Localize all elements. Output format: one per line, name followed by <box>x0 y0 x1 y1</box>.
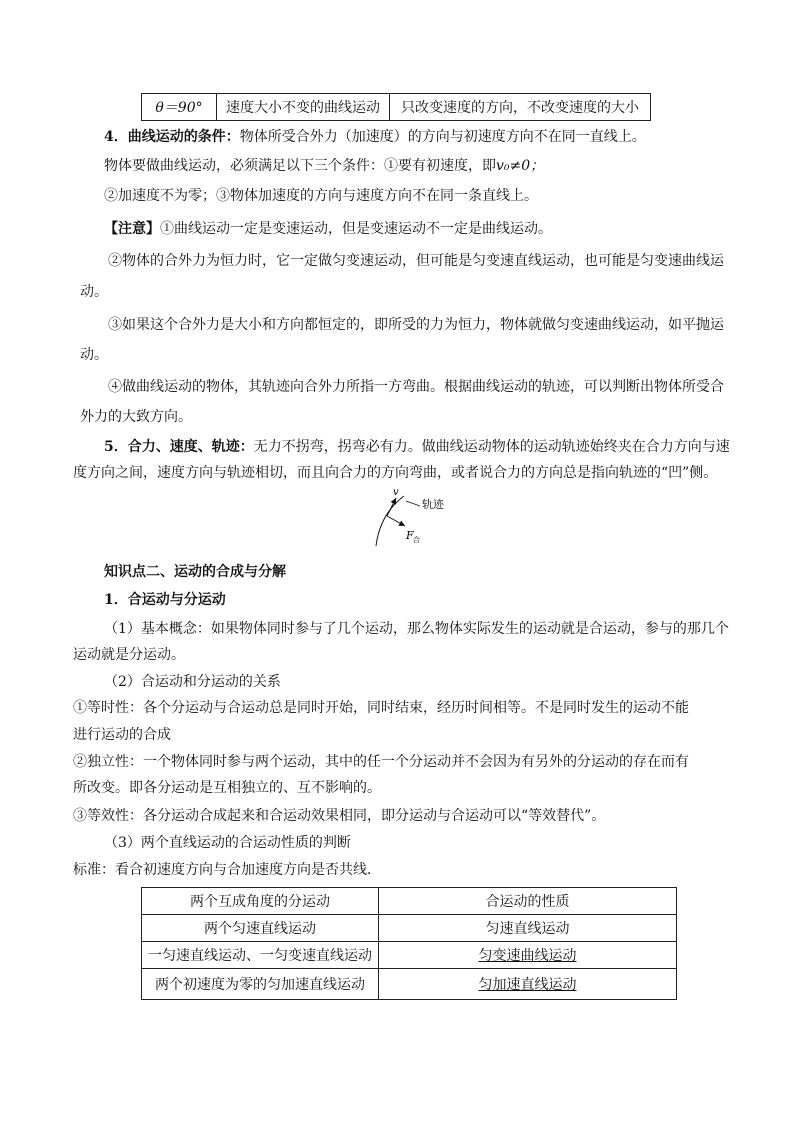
section5-line2: 度方向之间，速度方向与轨迹相切，而且向合力的方向弯曲，或者说合力的方向总是指向轨迹的“凹”侧。 <box>73 465 718 481</box>
kp2-p2: （2）合运动和分运动的关系 <box>104 674 281 690</box>
top-table <box>141 93 651 121</box>
note4-line-b: 外力的大致方向。 <box>80 409 192 425</box>
table-row <box>142 915 677 942</box>
kp2-title: 知识点二、运动的合成与分解 <box>104 564 286 580</box>
note4-line-a: ④做曲线运动的物体，其轨迹向合外力所指一方弯曲。根据曲线运动的轨迹，可以判断出物体所受合 <box>108 379 724 395</box>
trajectory-figure <box>360 484 460 550</box>
table-cell: 速度大小不变的曲线运动 <box>217 94 390 121</box>
note-line1 <box>104 219 552 239</box>
table-cell: 匀速直线运动 <box>379 915 677 942</box>
table-header-row <box>142 888 677 915</box>
table-cell: θ＝90° <box>142 94 217 121</box>
note3-line-b: 动。 <box>80 347 108 363</box>
section4-heading-line <box>104 127 646 147</box>
table-row <box>142 942 677 969</box>
table-cell: 两个匀速直线运动 <box>142 915 379 942</box>
kp2-p1b: 运动就是分运动。 <box>73 647 185 663</box>
track-label: 轨迹 <box>422 498 444 511</box>
track-pointer <box>406 501 420 506</box>
table-row <box>142 969 677 1000</box>
table-cell: 匀变速曲线运动 <box>379 942 677 969</box>
force-subscript: 合 <box>413 536 420 544</box>
section5-text: 无力不拐弯，拐弯必有力。做曲线运动物体的运动轨迹始终夹在合力方向与速 <box>253 439 730 455</box>
note2-line-b: 动。 <box>80 284 108 300</box>
section5-line1 <box>104 437 730 457</box>
motion-nature-table <box>141 887 677 1000</box>
note1-text: ①曲线运动一定是变速运动，但是变速运动不一定是曲线运动。 <box>160 221 552 237</box>
table-cell: 两个初速度为零的匀加速直线运动 <box>142 969 379 1000</box>
kp2-p3a: ①等时性：各个分运动与合运动总是同时开始，同时结束，经历时间相等。不是同时发生的运动不能 <box>73 700 689 716</box>
kp2-heading1: 1．合运动与分运动 <box>104 592 226 608</box>
section4-text: 物体所受合外力（加速度）的方向与初速度方向不在同一直线上。 <box>239 129 646 145</box>
trajectory-curve <box>376 496 404 546</box>
kp2-p6: （3）两个直线运动的合运动性质的判断 <box>104 835 351 851</box>
table-cell: 匀加速直线运动 <box>379 969 677 1000</box>
section5-heading: 5．合力、速度、轨迹： <box>104 439 254 455</box>
table-header-cell: 两个互成角度的分运动 <box>142 888 379 915</box>
table-cell: 只改变速度的方向，不改变速度的大小 <box>390 94 651 121</box>
section4-line2-text: 物体要做曲线运动，必须满足以下三个条件：①要有初速度，即 <box>104 158 496 174</box>
velocity-arrow <box>387 498 396 516</box>
kp2-p4a: ②独立性：一个物体同时参与两个运动，其中的任一个分运动并不会因为有另外的分运动的存在而有 <box>73 754 689 770</box>
note-label: 【注意】 <box>104 221 160 237</box>
force-arrow <box>387 516 405 526</box>
kp2-p7: 标准：看合初速度方向与合加速度方向是否共线． <box>73 862 381 878</box>
kp2-p5: ③等效性：各分运动合成起来和合运动效果相同，即分运动与合运动可以“等效替代”。 <box>73 808 606 824</box>
force-label: F <box>406 529 414 542</box>
kp2-p4b: 所改变。即各分运动是互相独立的、互不影响的。 <box>73 780 381 796</box>
note2-line-a: ②物体的合外力为恒力时，它一定做匀变速运动，但可能是匀变速直线运动，也可能是匀变速曲线运 <box>108 253 724 269</box>
note3-line-a: ③如果这个合外力是大小和方向都恒定的，即所受的力为恒力，物体就做匀变速曲线运动，如平抛运 <box>108 317 724 333</box>
v0-expression: v₀≠0； <box>496 158 545 174</box>
table-cell: 一匀速直线运动、一匀变速直线运动 <box>142 942 379 969</box>
section4-heading: 4．曲线运动的条件： <box>104 129 240 145</box>
table-row <box>142 94 651 121</box>
section4-line3: ②加速度不为零；③物体加速度的方向与速度方向不在同一条直线上。 <box>104 188 538 204</box>
kp2-p1a: （1）基本概念：如果物体同时参与了几个运动，那么物体实际发生的运动就是合运动，参与的那几个 <box>104 621 729 637</box>
kp2-p3b: 进行运动的合成 <box>73 727 171 743</box>
velocity-label: v <box>393 487 399 498</box>
section4-line2 <box>104 156 544 176</box>
table-header-cell: 合运动的性质 <box>379 888 677 915</box>
